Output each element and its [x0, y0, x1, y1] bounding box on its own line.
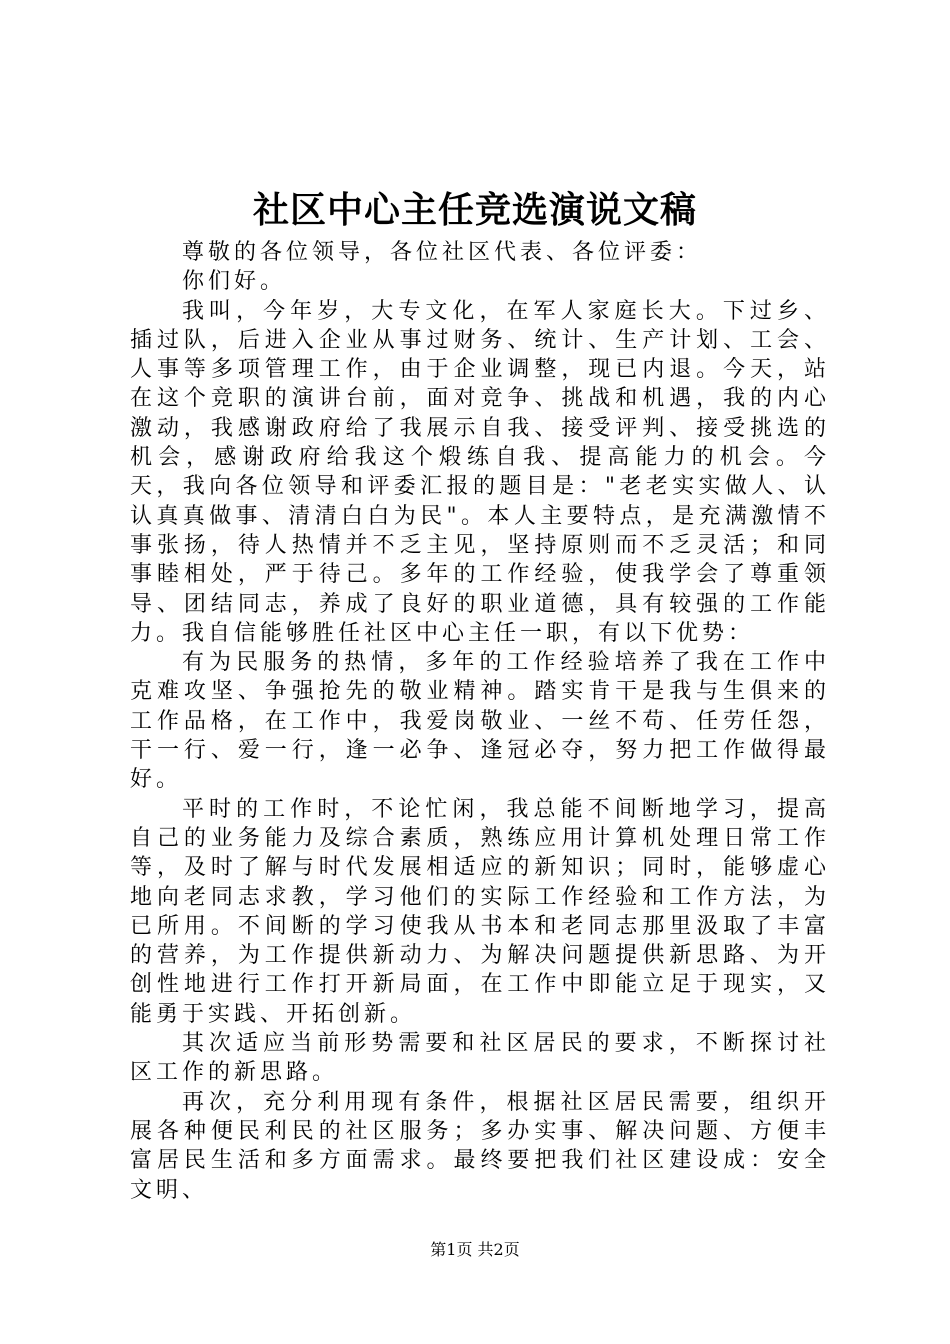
- page-number-footer: 第1页 共2页: [430, 1240, 520, 1259]
- paragraph-hello: 你们好。: [182, 269, 287, 295]
- paragraph-intro: 我叫，今年岁，大专文化，在军人家庭长大。下过乡、插过队，后进入企业从事过财务、统计、生产计划、工会、人事等多项管理工作，由于企业调整，现已内退。今天，站在这个竞职的演讲台前，面对竞争、挑战和机遇，我的内心激动，我感谢政府给了我展示自我、接受评判、接受挑选的机会，感谢政府给我这个煅练自我、提高能力的机会。今天，我向各位领导和评委汇报的题目是："老老实实做人、认认真真做事、清清白白为民"。本人主要特点，是充满激情不事张扬，待人热情并不乏主见，坚持原则而不乏灵活；和同事睦相处，严于待己。多年的工作经验，使我学会了尊重领导、团结同志，养成了良好的职业道德，具有较强的工作能力。我自信能够胜任社区中心主任一职，有以下优势：: [130, 298, 830, 646]
- paragraph-learning: 平时的工作时，不论忙闲，我总能不间断地学习，提高自己的业务能力及综合素质，熟练应用计算机处理日常工作等，及时了解与时代发展相适应的新知识；同时，能够虚心地向老同志求教，学习他们的实际工作经验和工作方法，为已所用。不间断的学习使我从书本和老同志那里汲取了丰富的营养，为工作提供新动力、为解决问题提供新思路、为开创性地进行工作打开新局面，在工作中即能立足于现实，又能勇于实践、开拓创新。: [130, 796, 830, 1027]
- document-title: 社区中心主任竞选演说文稿: [252, 189, 697, 231]
- document-body: [130, 238, 830, 1205]
- paragraph-greeting: 尊敬的各位领导，各位社区代表、各位评委：: [182, 240, 703, 265]
- paragraph-service: 有为民服务的热情，多年的工作经验培养了我在工作中克难攻坚、争强抢先的敬业精神。踏实肯干是我与生俱来的工作品格，在工作中，我爱岗敬业、一丝不苟、任劳任怨，干一行、爱一行，逢一必争、逢冠必夺，努力把工作做得最好。: [130, 650, 830, 793]
- paragraph-second: 其次适应当前形势需要和社区居民的要求，不断探讨社区工作的新思路。: [130, 1031, 830, 1086]
- paragraph-third: 再次，充分利用现有条件，根据社区居民需要，组织开展各种便民利民的社区服务；多办实事、解决问题、方便丰富居民生活和多方面需求。最终要把我们社区建设成：安全文明、: [130, 1089, 830, 1203]
